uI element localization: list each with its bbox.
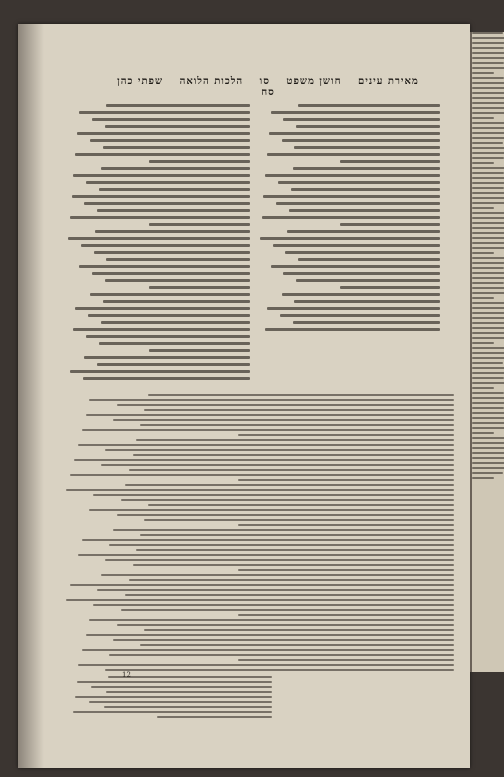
commentary-block	[62, 394, 454, 674]
text-line	[149, 349, 250, 352]
text-line	[472, 162, 494, 164]
text-line	[472, 167, 504, 169]
text-line	[84, 356, 250, 359]
text-line	[101, 574, 454, 576]
text-line	[298, 258, 440, 261]
text-line	[133, 564, 454, 566]
main-text-column	[258, 104, 440, 336]
text-line	[472, 232, 504, 234]
text-line	[70, 474, 454, 476]
text-line	[106, 691, 272, 693]
text-line	[149, 160, 250, 163]
text-line	[472, 407, 504, 409]
text-line	[472, 197, 504, 199]
text-line	[472, 87, 504, 89]
text-line	[472, 272, 504, 274]
text-line	[269, 132, 440, 135]
text-line	[472, 322, 504, 324]
text-line	[472, 357, 504, 359]
text-line	[472, 262, 504, 264]
text-line	[82, 649, 454, 651]
text-line	[472, 327, 504, 329]
text-line	[125, 594, 454, 596]
text-line	[136, 439, 454, 441]
text-line	[267, 307, 440, 310]
text-line	[105, 669, 454, 671]
text-line	[472, 342, 494, 344]
text-line	[105, 279, 250, 282]
text-line	[472, 467, 504, 469]
text-line	[75, 307, 250, 310]
text-line	[89, 619, 454, 621]
text-line	[472, 247, 504, 249]
text-line	[472, 462, 504, 464]
text-line	[340, 160, 440, 163]
text-line	[70, 370, 250, 373]
text-line	[106, 104, 250, 107]
header-siman: סו	[259, 76, 270, 87]
text-line	[79, 265, 250, 268]
text-line	[121, 609, 454, 611]
text-line	[294, 300, 440, 303]
text-line	[280, 314, 440, 317]
text-line	[113, 639, 454, 641]
text-line	[472, 452, 504, 454]
text-line	[340, 223, 440, 226]
text-line	[238, 524, 454, 526]
text-line	[472, 402, 504, 404]
text-line	[105, 125, 250, 128]
text-line	[472, 382, 504, 384]
text-line	[472, 122, 504, 124]
text-line	[472, 422, 504, 424]
text-line	[298, 104, 440, 107]
text-line	[293, 167, 440, 170]
text-line	[101, 167, 250, 170]
text-line	[472, 37, 504, 39]
text-line	[103, 146, 250, 149]
text-line	[97, 209, 250, 212]
page-gutter	[18, 24, 44, 768]
text-line	[472, 392, 504, 394]
text-line	[472, 72, 494, 74]
text-line	[144, 629, 454, 631]
text-line	[82, 429, 454, 431]
text-line	[92, 118, 250, 121]
text-line	[93, 604, 454, 606]
text-line	[78, 664, 454, 666]
text-line	[472, 217, 504, 219]
text-line	[94, 251, 250, 254]
text-line	[68, 237, 250, 240]
text-line	[89, 701, 272, 703]
text-line	[106, 258, 250, 261]
text-line	[472, 387, 494, 389]
text-line	[296, 125, 440, 128]
text-line	[157, 716, 273, 718]
text-line	[89, 509, 454, 511]
text-line	[70, 584, 454, 586]
text-line	[140, 644, 454, 646]
text-line	[92, 272, 250, 275]
text-line	[90, 139, 250, 142]
text-line	[472, 267, 504, 269]
text-line	[86, 335, 250, 338]
text-line	[472, 337, 504, 339]
text-line	[136, 549, 454, 551]
text-line	[66, 599, 454, 601]
text-line	[90, 293, 250, 296]
text-line	[472, 177, 504, 179]
text-line	[472, 222, 504, 224]
text-line	[78, 444, 454, 446]
text-line	[121, 499, 454, 501]
text-line	[291, 188, 440, 191]
text-line	[472, 362, 503, 364]
text-line	[472, 302, 504, 304]
text-line	[125, 484, 454, 486]
text-line	[472, 82, 504, 84]
text-line	[144, 519, 454, 521]
page-number: 12	[122, 671, 131, 679]
text-line	[472, 172, 504, 174]
text-line	[144, 409, 454, 411]
text-line	[238, 479, 454, 481]
text-line	[75, 696, 272, 698]
text-line	[99, 188, 250, 191]
text-line	[472, 42, 504, 44]
text-line	[77, 681, 272, 683]
text-line	[97, 589, 454, 591]
header-left-title: מאירת עינים	[357, 76, 419, 87]
text-line	[149, 286, 250, 289]
text-line	[472, 427, 504, 429]
text-line	[72, 195, 250, 198]
header-folio: סח	[261, 87, 275, 98]
text-line	[113, 419, 454, 421]
text-line	[472, 397, 504, 399]
text-line	[104, 706, 272, 708]
text-line	[278, 181, 440, 184]
text-line	[273, 244, 440, 247]
text-line	[73, 328, 250, 331]
text-line	[472, 347, 504, 349]
text-line	[109, 654, 454, 656]
text-line	[472, 187, 504, 189]
text-line	[99, 342, 250, 345]
text-line	[287, 230, 440, 233]
text-line	[472, 107, 504, 109]
text-line	[472, 157, 504, 159]
text-line	[117, 514, 454, 516]
text-line	[283, 272, 440, 275]
text-line	[79, 111, 250, 114]
text-line	[238, 569, 454, 571]
text-line	[238, 614, 454, 616]
text-line	[267, 153, 440, 156]
text-line	[472, 257, 504, 259]
text-line	[472, 137, 504, 139]
text-line	[472, 372, 504, 374]
text-line	[82, 539, 454, 541]
text-line	[472, 132, 504, 134]
text-line	[81, 244, 250, 247]
commentary-column-left	[66, 104, 250, 394]
text-line	[472, 147, 504, 149]
text-line	[86, 634, 454, 636]
header-section: חושן משפט	[286, 76, 342, 87]
text-line	[91, 686, 272, 688]
text-line	[93, 494, 454, 496]
text-line	[149, 223, 250, 226]
text-line	[472, 237, 504, 239]
text-line	[86, 414, 454, 416]
text-line	[73, 174, 250, 177]
text-line	[472, 317, 504, 319]
text-line	[285, 251, 440, 254]
text-line	[472, 332, 504, 334]
commentary-tail	[62, 676, 272, 726]
text-line	[472, 152, 504, 154]
text-line	[271, 265, 440, 268]
running-header	[98, 76, 438, 98]
text-line	[271, 111, 440, 114]
text-line	[113, 529, 454, 531]
text-line	[238, 659, 454, 661]
text-line	[117, 404, 454, 406]
text-line	[101, 321, 250, 324]
text-line	[472, 292, 504, 294]
text-line	[472, 442, 504, 444]
text-line	[293, 321, 440, 324]
text-line	[472, 212, 504, 214]
text-line	[472, 252, 494, 254]
text-line	[472, 117, 494, 119]
text-line	[472, 277, 504, 279]
text-line	[73, 711, 273, 713]
text-line	[472, 432, 494, 434]
text-line	[472, 297, 494, 299]
text-line	[105, 449, 454, 451]
text-line	[283, 118, 440, 121]
text-line	[472, 102, 504, 104]
text-line	[265, 174, 440, 177]
text-line	[472, 242, 504, 244]
text-line	[472, 477, 494, 479]
text-line	[472, 142, 503, 144]
book-page	[18, 24, 470, 768]
text-line	[472, 62, 504, 64]
text-line	[289, 209, 440, 212]
text-line	[282, 293, 440, 296]
text-line	[472, 437, 504, 439]
text-line	[148, 394, 454, 396]
text-line	[109, 544, 454, 546]
text-line	[472, 367, 504, 369]
text-line	[97, 363, 250, 366]
text-line	[282, 139, 440, 142]
text-line	[78, 554, 454, 556]
header-right-title: שפתי כהן	[117, 76, 164, 87]
text-line	[95, 230, 250, 233]
header-topic: הלכות הלואה	[179, 76, 244, 87]
text-line	[140, 534, 454, 536]
text-line	[105, 559, 454, 561]
text-line	[472, 417, 504, 419]
text-line	[296, 279, 440, 282]
text-line	[472, 457, 504, 459]
text-line	[263, 195, 440, 198]
text-line	[86, 181, 250, 184]
text-line	[472, 52, 504, 54]
text-line	[276, 202, 440, 205]
text-line	[472, 202, 504, 204]
text-line	[75, 153, 250, 156]
text-line	[472, 67, 504, 69]
text-line	[66, 489, 454, 491]
text-line	[83, 377, 250, 380]
text-line	[70, 216, 250, 219]
text-line	[294, 146, 440, 149]
text-line	[472, 282, 504, 284]
text-line	[129, 469, 454, 471]
text-line	[472, 57, 504, 59]
text-line	[472, 77, 504, 79]
text-line	[117, 624, 454, 626]
text-line	[472, 447, 504, 449]
text-line	[140, 424, 454, 426]
text-line	[472, 287, 504, 289]
facing-page-edge	[470, 32, 504, 672]
text-line	[472, 312, 504, 314]
text-line	[472, 92, 504, 94]
text-line	[262, 216, 440, 219]
text-line	[101, 464, 454, 466]
text-line	[472, 227, 504, 229]
text-line	[88, 314, 250, 317]
text-line	[472, 182, 504, 184]
text-line	[472, 192, 504, 194]
text-line	[84, 202, 250, 205]
text-line	[472, 307, 504, 309]
text-line	[472, 472, 503, 474]
text-line	[133, 454, 454, 456]
text-line	[77, 132, 250, 135]
text-line	[472, 377, 504, 379]
text-line	[260, 237, 440, 240]
text-line	[472, 207, 494, 209]
text-line	[129, 579, 454, 581]
text-line	[108, 676, 272, 678]
text-line	[472, 352, 504, 354]
text-line	[89, 399, 454, 401]
text-line	[472, 112, 504, 114]
text-line	[472, 32, 503, 34]
text-line	[472, 127, 504, 129]
text-line	[472, 97, 504, 99]
text-line	[238, 434, 454, 436]
text-line	[472, 47, 504, 49]
text-line	[103, 300, 250, 303]
text-line	[148, 504, 454, 506]
text-line	[340, 286, 440, 289]
text-line	[74, 459, 454, 461]
text-line	[472, 412, 504, 414]
text-line	[265, 328, 440, 331]
